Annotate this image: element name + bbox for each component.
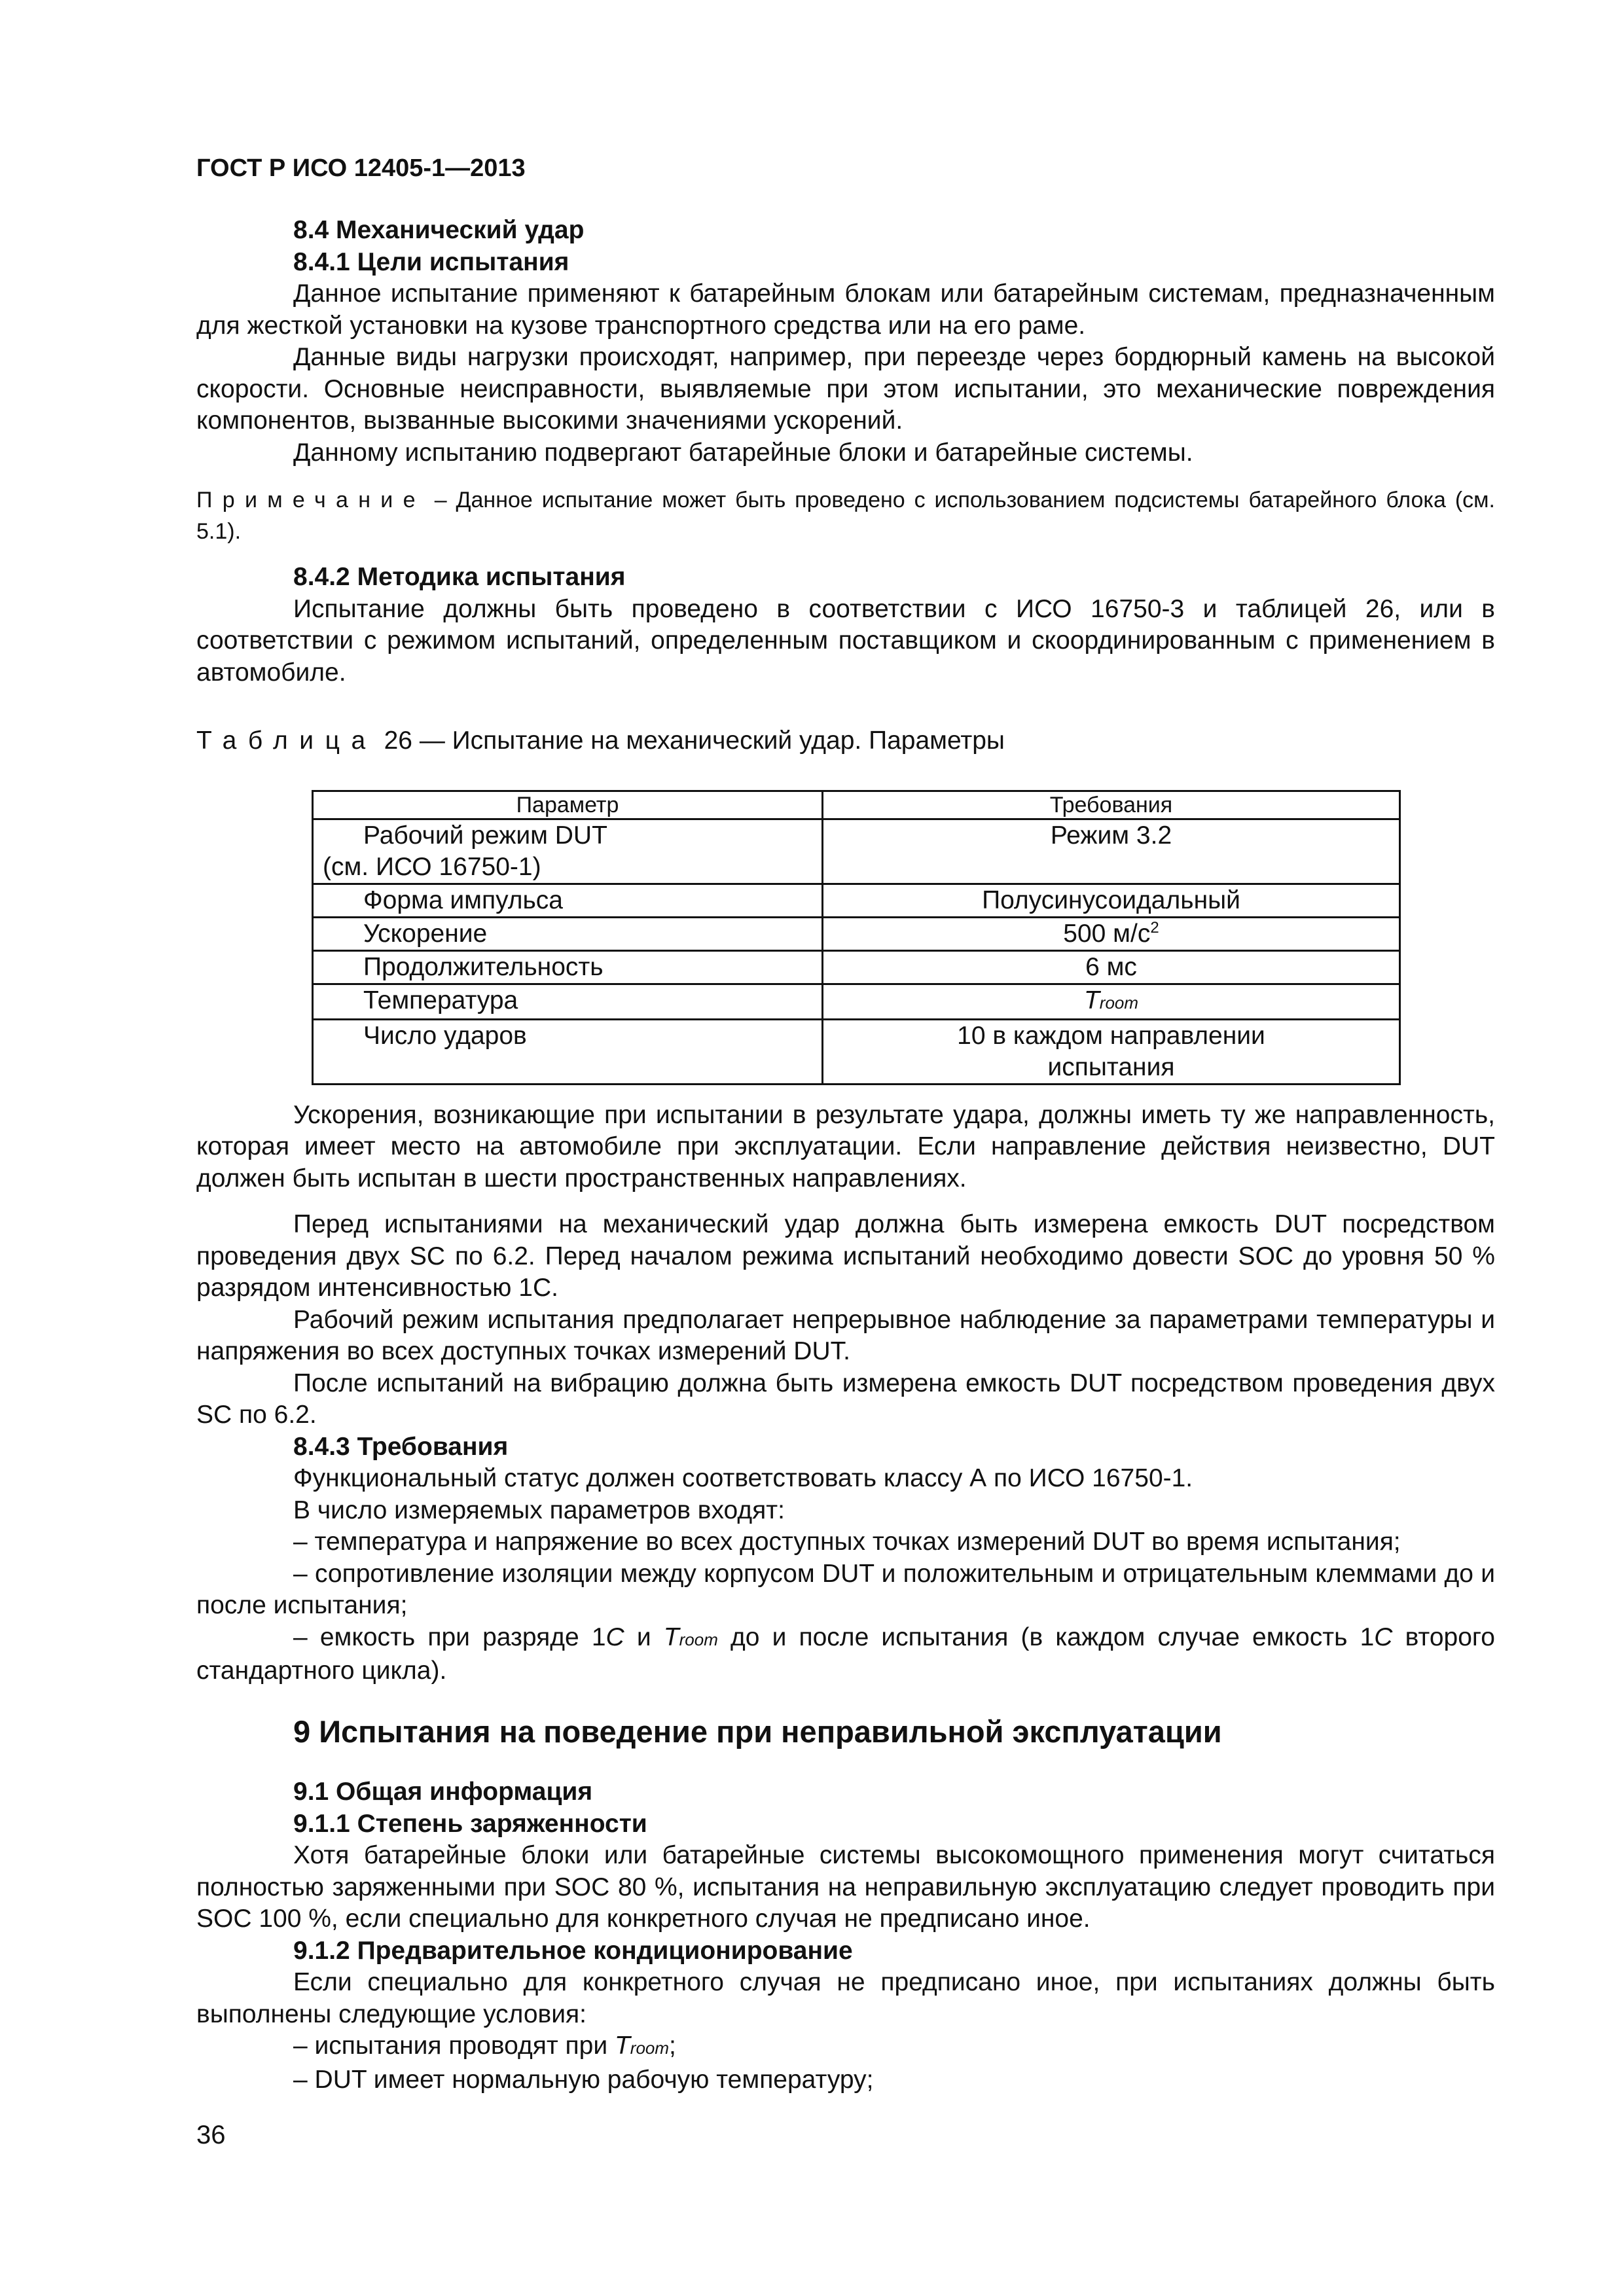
cell-value: 500 м/с — [1063, 919, 1151, 948]
cell-superscript: 2 — [1150, 918, 1159, 937]
table-caption-text: 26 — Испытание на механический удар. Параметры — [376, 726, 1005, 755]
table-cell: Ускорение — [313, 917, 823, 950]
table-row — [313, 819, 1400, 884]
table-cell: 6 мс — [823, 950, 1400, 984]
paragraph: Данные виды нагрузки происходят, например, при переезде через бордюрный камень на высокой скорости. Основные неисправности, выявляемые при этом испытании, это механические повреждения компонентов, вызванные высокими значениями ускорений. — [196, 343, 1495, 435]
section-8-4-title: 8.4 Механический удар — [293, 216, 585, 244]
page-number: 36 — [196, 2121, 226, 2149]
paragraph: Если специально для конкретного случая не предписано иное, при испытаниях должны быть выполнены следующие условия: — [196, 1968, 1495, 2028]
paragraph: Данному испытанию подвергают батарейные блоки и батарейные системы. — [293, 438, 1193, 467]
table-header-req: Требования — [823, 791, 1400, 819]
list-item: – сопротивление изоляции между корпусом DUT и положительным и отрицательным клеммами до и после испытания; — [196, 1559, 1495, 1619]
paragraph: Рабочий режим испытания предполагает непрерывное наблюдение за параметрами температуры и напряжения во всех доступных точках измерений DUT. — [196, 1305, 1495, 1365]
parameters-table — [312, 790, 1401, 1085]
paragraph: После испытаний на вибрацию должна быть измерена емкость DUT посредством проведения двух SC по 6.2. — [196, 1369, 1495, 1429]
table-row — [313, 917, 1400, 950]
text-run: до и после испытания (в каждом случае емкость 1 — [717, 1623, 1375, 1651]
section-8-4-3-title: 8.4.3 Требования — [293, 1432, 509, 1461]
table-cell — [823, 917, 1400, 950]
table-cell: Продолжительность — [313, 950, 823, 984]
text-subscript: room — [679, 1629, 718, 1649]
section-9-title: 9 Испытания на поведение при неправильной эксплуатации — [293, 1713, 1222, 1749]
section-8-4-1-title: 8.4.1 Цели испытания — [293, 247, 569, 276]
list-item — [196, 1622, 1495, 1687]
table-cell — [823, 984, 1400, 1019]
table-row — [313, 884, 1400, 917]
table-cell: Режим 3.2 — [823, 819, 1400, 884]
text-run: и — [624, 1623, 664, 1651]
table-header-param: Параметр — [313, 791, 823, 819]
note-text: – Данное испытание может быть проведено с использованием подсистемы батарейного блока (см. 5.1). — [196, 488, 1495, 544]
cell-line: 10 в каждом направлении — [957, 1021, 1265, 1050]
paragraph: Функциональный статус должен соответствовать классу А по ИСО 16750-1. — [293, 1464, 1193, 1492]
text-run: T — [614, 2032, 630, 2060]
paragraph: Ускорения, возникающие при испытании в результате удара, должны иметь ту же направленность, которая имеет место на автомобиле при эксплуатации. Если направление действия неизвестно, DUT должен быть испытан в шести пространственных направлениях. — [196, 1100, 1495, 1193]
paragraph: В число измеряемых параметров входят: — [293, 1496, 785, 1524]
table-cell: Температура — [313, 984, 823, 1019]
section-9-1-title: 9.1 Общая информация — [293, 1778, 593, 1806]
paragraph: Испытание должны быть проведено в соответствии с ИСО 16750-3 и таблицей 26, или в соответствии с режимом испытаний, определенным поставщиком и скоординированным с применением в автомобиле. — [196, 594, 1495, 687]
table-cell — [313, 819, 823, 884]
cell-line: испытания — [1047, 1052, 1175, 1081]
table-cell: Число ударов — [313, 1019, 823, 1084]
table-cell: Полусинусоидальный — [823, 884, 1400, 917]
document-header: ГОСТ Р ИСО 12405-1—2013 — [196, 154, 526, 182]
list-item: – температура и напряжение во всех доступных точках измерений DUT во время испытания; — [293, 1528, 1401, 1556]
table-row — [313, 984, 1400, 1019]
text-run: ; — [669, 2032, 676, 2060]
text-run: второго стандартного цикла). — [196, 1623, 1495, 1685]
paragraph: Хотя батарейные блоки или батарейные системы высокомощного применения могут считаться полностью заряженными при SOC 80 %, испытания на неправильную эксплуатацию следует проводить при SOC 100 %, если специально для конкретного случая не предписано иное. — [196, 1841, 1495, 1933]
cell-value: T — [1083, 986, 1100, 1014]
text-run: C — [1374, 1623, 1393, 1651]
table-caption-label: Таблица — [196, 726, 377, 755]
table-caption — [196, 725, 1495, 757]
list-item: – DUT имеет нормальную рабочую температуру; — [293, 2065, 874, 2094]
spacer — [196, 1194, 1495, 1209]
note — [196, 484, 1495, 547]
cell-subscript: room — [1099, 992, 1139, 1013]
list-item — [196, 2030, 1495, 2064]
section-9-1-2-title: 9.1.2 Предварительное кондиционирование — [293, 1936, 853, 1965]
text-run: T — [663, 1623, 679, 1651]
section-9-1-1-title: 9.1.1 Степень заряженности — [293, 1809, 647, 1838]
table-row — [313, 950, 1400, 984]
table-cell: Форма импульса — [313, 884, 823, 917]
cell-line: (см. ИСО 16750-1) — [323, 852, 541, 881]
note-label: Примечание — [196, 488, 425, 512]
table-row — [313, 1019, 1400, 1084]
text-run: – испытания проводят при — [293, 2032, 615, 2060]
paragraph: Данное испытание применяют к батарейным блокам или батарейным системам, предназначенным для жесткой установки на кузове транспортного средства или на его раме. — [196, 279, 1495, 340]
table-cell — [823, 1019, 1400, 1084]
document-body — [196, 215, 1495, 2096]
cell-line: Рабочий режим DUT — [363, 821, 607, 850]
section-8-4-2-title: 8.4.2 Методика испытания — [293, 563, 626, 591]
text-run: C — [605, 1623, 624, 1651]
table-header-row — [313, 791, 1400, 819]
text-run: – емкость при разряде 1 — [293, 1623, 606, 1651]
text-subscript: room — [630, 2038, 670, 2058]
paragraph: Перед испытаниями на механический удар должна быть измерена емкость DUT посредством проведения двух SC по 6.2. Перед началом режима испытаний необходимо довести SOC до уровня 50 % разрядом интенсивностью 1C. — [196, 1210, 1495, 1302]
